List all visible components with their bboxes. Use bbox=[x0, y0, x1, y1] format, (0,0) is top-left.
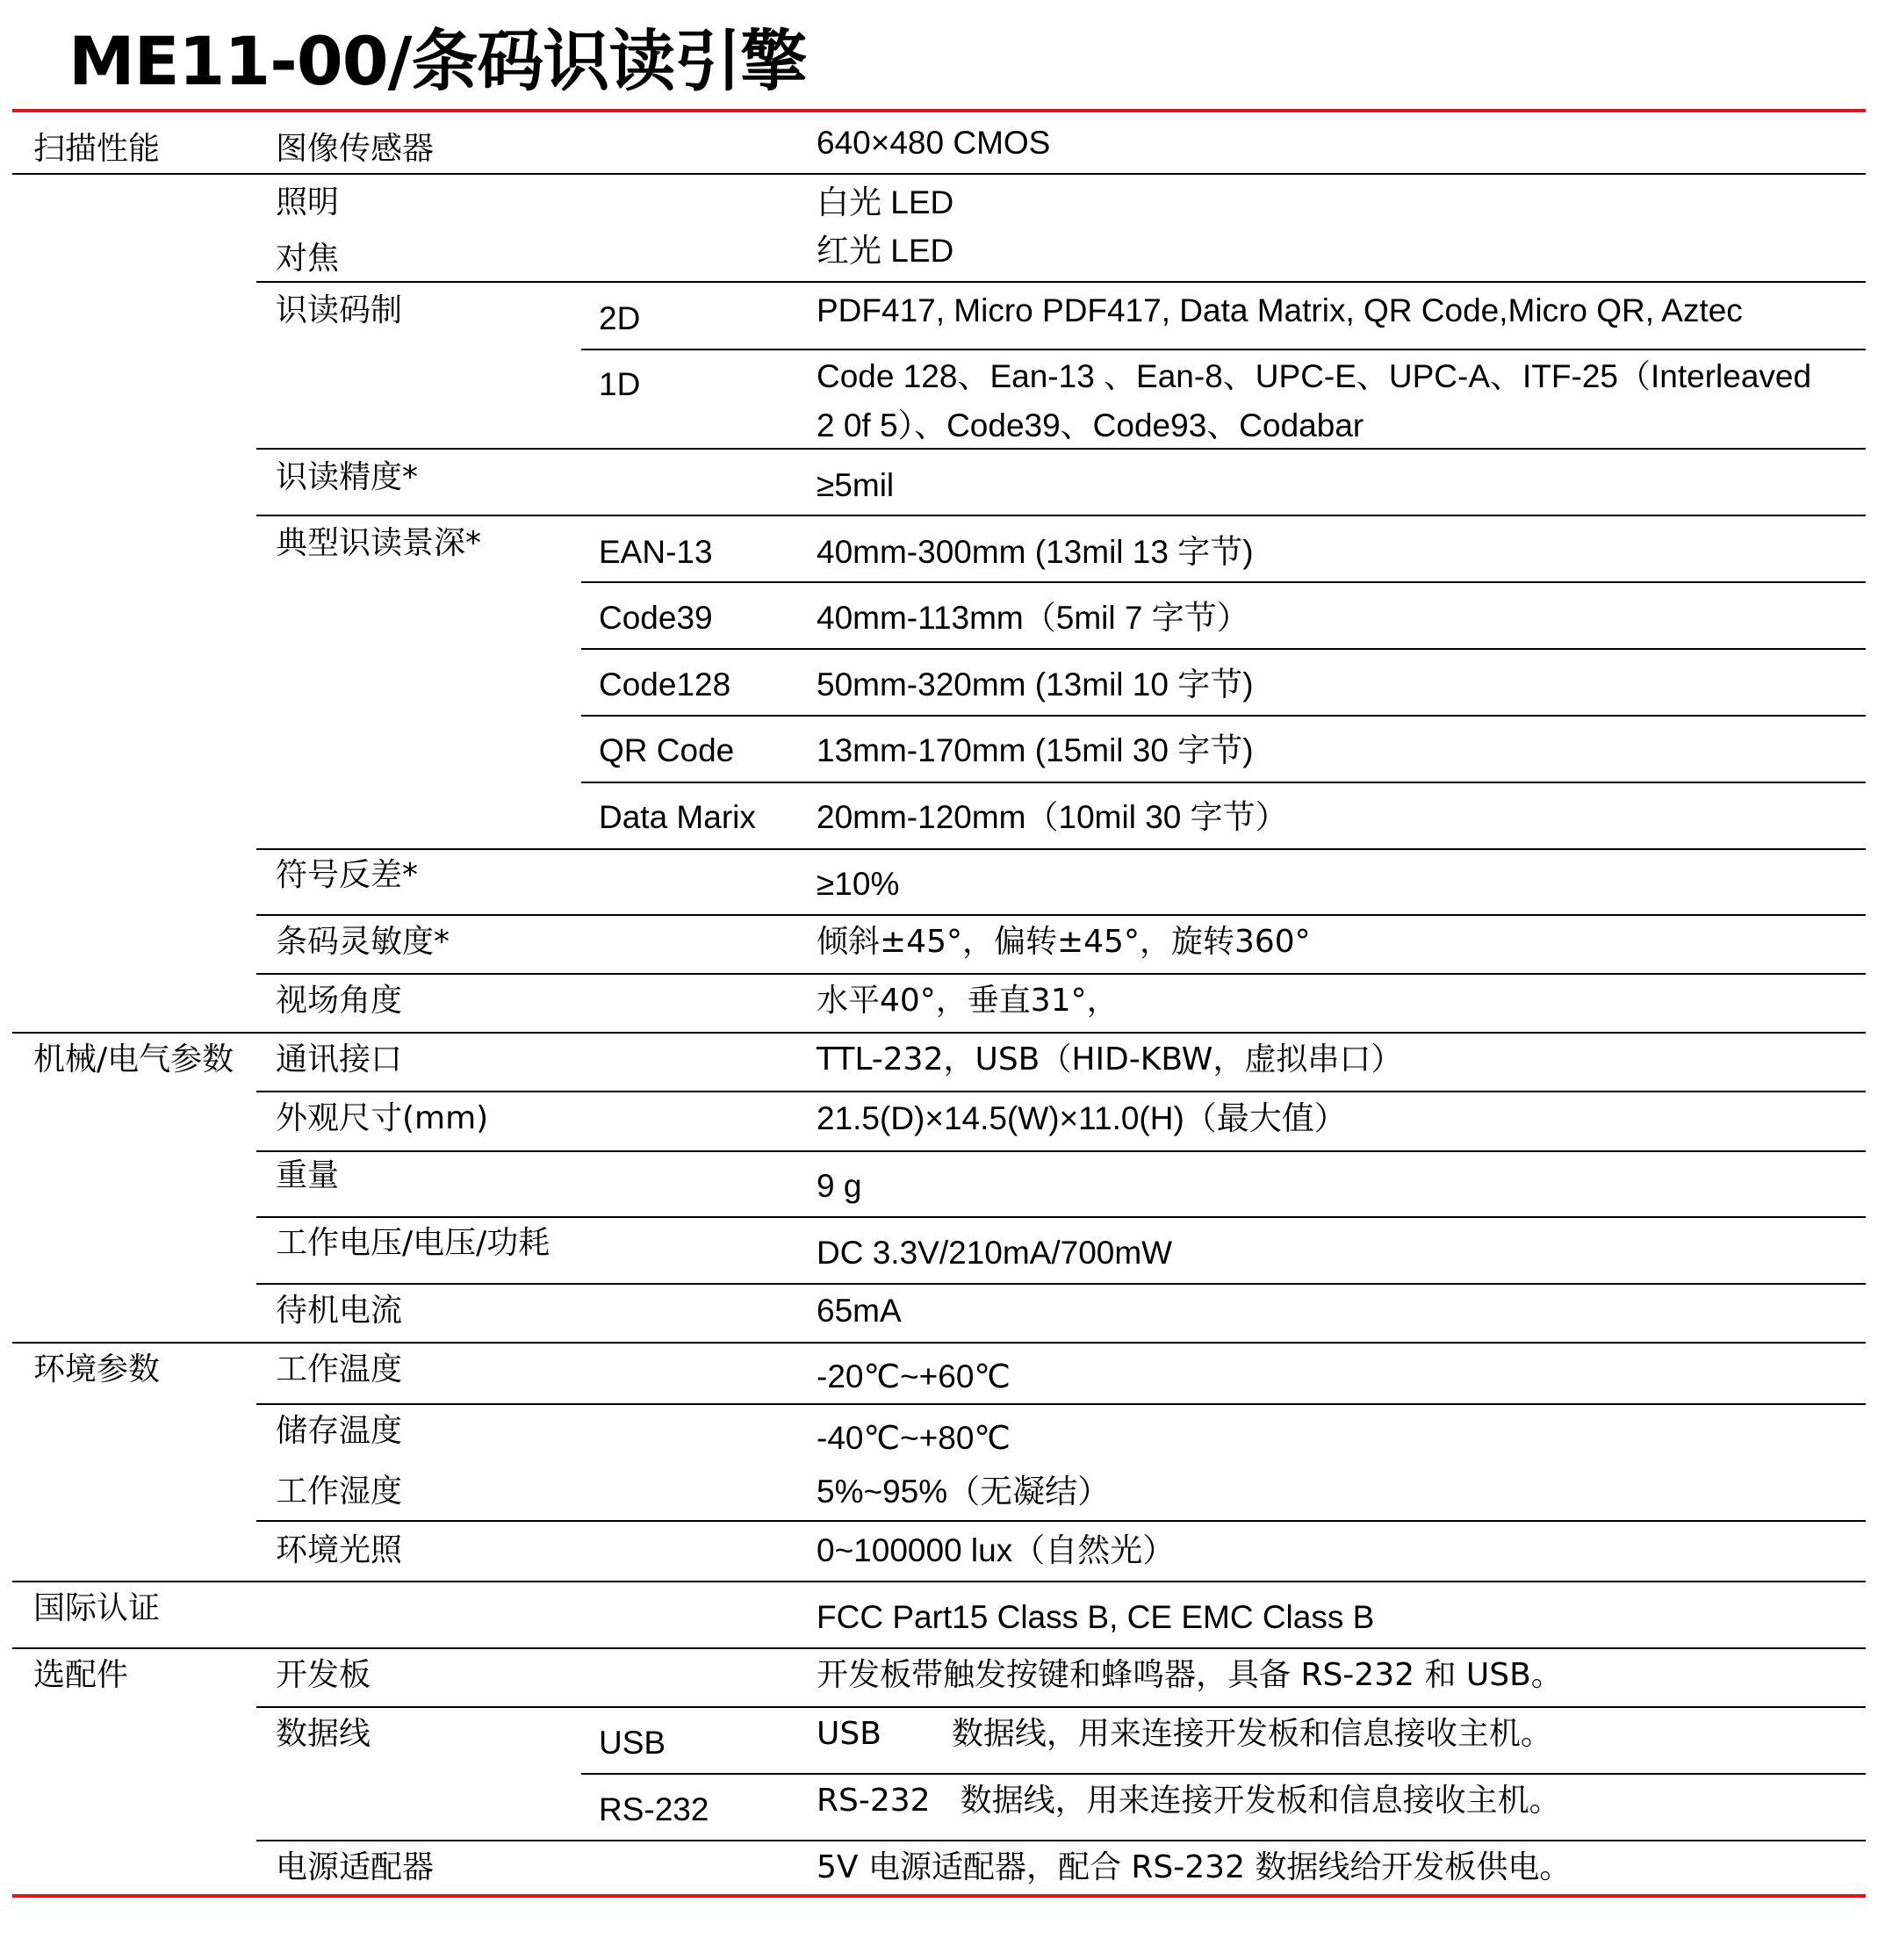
spec-value: TTL-232，USB（HID-KBW，虚拟串口） bbox=[817, 1041, 1403, 1077]
spec-sub-label: QR Code bbox=[599, 732, 735, 768]
spec-name: 条码灵敏度* bbox=[276, 924, 450, 960]
row-divider bbox=[12, 1342, 1866, 1344]
spec-value: 21.5(D)×14.5(W)×11.0(H)（最大值） bbox=[817, 1100, 1347, 1136]
spec-value-head: USB bbox=[817, 1716, 881, 1752]
spec-value: 40mm-300mm (13mil 13 字节) bbox=[817, 534, 1254, 570]
spec-value: FCC Part15 Class B, CE EMC Class B bbox=[817, 1599, 1375, 1635]
row-divider bbox=[12, 1647, 1866, 1649]
spec-value: DC 3.3V/210mA/700mW bbox=[817, 1235, 1173, 1271]
spec-value bbox=[817, 1714, 1552, 1755]
spec-value: ≥5mil bbox=[817, 467, 895, 503]
row-divider bbox=[256, 848, 1866, 850]
row-divider bbox=[12, 173, 1866, 175]
section-label-certification: 国际认证 bbox=[33, 1590, 161, 1626]
spec-value: 50mm-320mm (13mil 10 字节) bbox=[817, 667, 1254, 703]
row-divider bbox=[581, 1773, 1866, 1775]
spec-name: 符号反差* bbox=[276, 857, 419, 893]
row-divider bbox=[256, 1706, 1866, 1708]
row-divider bbox=[256, 1091, 1866, 1092]
row-divider bbox=[256, 1403, 1866, 1405]
spec-value: 20mm-120mm（10mil 30 字节） bbox=[817, 799, 1288, 835]
spec-name: 对焦 bbox=[276, 241, 340, 277]
spec-sub-label: 1D bbox=[599, 366, 641, 402]
spec-name: 电源适配器 bbox=[276, 1849, 435, 1885]
row-divider bbox=[12, 1581, 1866, 1582]
spec-value-line: Code 128、Ean-13 、Ean-8、UPC-E、UPC-A、ITF-25（Interleaved bbox=[817, 358, 1812, 394]
spec-name: 工作湿度 bbox=[276, 1474, 403, 1510]
spec-value: 9 g bbox=[817, 1168, 862, 1204]
spec-name: 储存温度 bbox=[276, 1413, 403, 1449]
row-divider bbox=[12, 1032, 1866, 1034]
spec-name: 开发板 bbox=[276, 1657, 371, 1693]
section-label-environment: 环境参数 bbox=[33, 1351, 161, 1387]
spec-name: 图像传感器 bbox=[276, 131, 435, 167]
spec-value-head: RS-232 bbox=[817, 1783, 931, 1819]
spec-name: 重量 bbox=[276, 1157, 340, 1193]
row-divider bbox=[256, 1283, 1866, 1285]
spec-value: 5V 电源适配器，配合 RS-232 数据线给开发板供电。 bbox=[817, 1849, 1572, 1885]
spec-value: 13mm-170mm (15mil 30 字节) bbox=[817, 732, 1254, 768]
spec-value: 开发板带触发按键和蜂鸣器，具备 RS-232 和 USB。 bbox=[817, 1657, 1563, 1693]
row-divider bbox=[256, 448, 1866, 450]
spec-value: 水平40°，垂直31°， bbox=[817, 983, 1119, 1019]
spec-sub-label: EAN-13 bbox=[599, 534, 713, 570]
page-title: ME11-00/条码识读引擎 bbox=[68, 22, 807, 100]
spec-value-text: 数据线，用来连接开发板和信息接收主机。 bbox=[960, 1783, 1561, 1819]
spec-value: -20℃~+60℃ bbox=[817, 1358, 1011, 1394]
row-divider bbox=[256, 1150, 1866, 1152]
spec-name: 待机电流 bbox=[276, 1293, 403, 1329]
row-divider bbox=[581, 648, 1866, 650]
spec-name: 工作温度 bbox=[276, 1351, 403, 1387]
row-divider bbox=[256, 515, 1866, 516]
spec-name: 环境光照 bbox=[276, 1532, 403, 1568]
row-divider bbox=[581, 715, 1866, 717]
spec-name: 通讯接口 bbox=[276, 1041, 403, 1077]
spec-value: -40℃~+80℃ bbox=[817, 1420, 1011, 1456]
spec-sub-label: USB bbox=[599, 1725, 666, 1761]
row-divider bbox=[581, 349, 1866, 350]
row-divider bbox=[256, 914, 1866, 916]
spec-value-text: 数据线，用来连接开发板和信息接收主机。 bbox=[951, 1716, 1552, 1752]
spec-value-line: 2 0f 5）、Code39、Code93、Codabar bbox=[817, 407, 1364, 443]
spec-name: 典型识读景深* bbox=[276, 525, 482, 561]
row-divider bbox=[256, 973, 1866, 975]
row-divider bbox=[256, 1520, 1866, 1522]
spec-value: 40mm-113mm（5mil 7 字节） bbox=[817, 600, 1249, 636]
section-label-accessories: 选配件 bbox=[33, 1657, 129, 1693]
spec-name: 照明 bbox=[276, 184, 340, 220]
section-label-scan: 扫描性能 bbox=[33, 131, 161, 167]
spec-value: 红光 LED bbox=[817, 233, 954, 269]
spec-sub-label: RS-232 bbox=[599, 1791, 709, 1827]
spec-sub-label: 2D bbox=[599, 300, 641, 336]
spec-value: ≥10% bbox=[817, 866, 900, 902]
spec-value: PDF417, Micro PDF417, Data Matrix, QR Code,Micro QR, Aztec bbox=[817, 292, 1743, 328]
bottom-red-rule bbox=[12, 1894, 1866, 1898]
spec-value bbox=[817, 1781, 1561, 1821]
section-label-mechanical: 机械/电气参数 bbox=[33, 1041, 234, 1077]
spec-value: 640×480 CMOS bbox=[817, 125, 1051, 161]
spec-value: 5%~95%（无凝结） bbox=[817, 1474, 1111, 1510]
spec-sub-label: Data Marix bbox=[599, 799, 756, 835]
spec-name: 视场角度 bbox=[276, 983, 403, 1019]
spec-name: 外观尺寸(mm) bbox=[276, 1100, 489, 1136]
row-divider bbox=[256, 1216, 1866, 1218]
spec-sub-label: Code128 bbox=[599, 667, 731, 703]
spec-name: 识读精度* bbox=[276, 459, 419, 495]
row-divider bbox=[581, 782, 1866, 783]
spec-sub-label: Code39 bbox=[599, 600, 713, 636]
spec-value: 白光 LED bbox=[817, 184, 954, 220]
spec-name: 识读码制 bbox=[276, 292, 403, 328]
spec-name: 数据线 bbox=[276, 1716, 371, 1752]
spec-value: 65mA bbox=[817, 1293, 902, 1329]
row-divider bbox=[581, 581, 1866, 583]
spec-name: 工作电压/电压/功耗 bbox=[276, 1225, 550, 1261]
row-divider bbox=[256, 1840, 1866, 1841]
spec-value: 倾斜±45°，偏转±45°，旋转360° bbox=[817, 924, 1311, 960]
row-divider bbox=[256, 281, 1866, 283]
spec-value: 0~100000 lux（自然光） bbox=[817, 1532, 1176, 1568]
